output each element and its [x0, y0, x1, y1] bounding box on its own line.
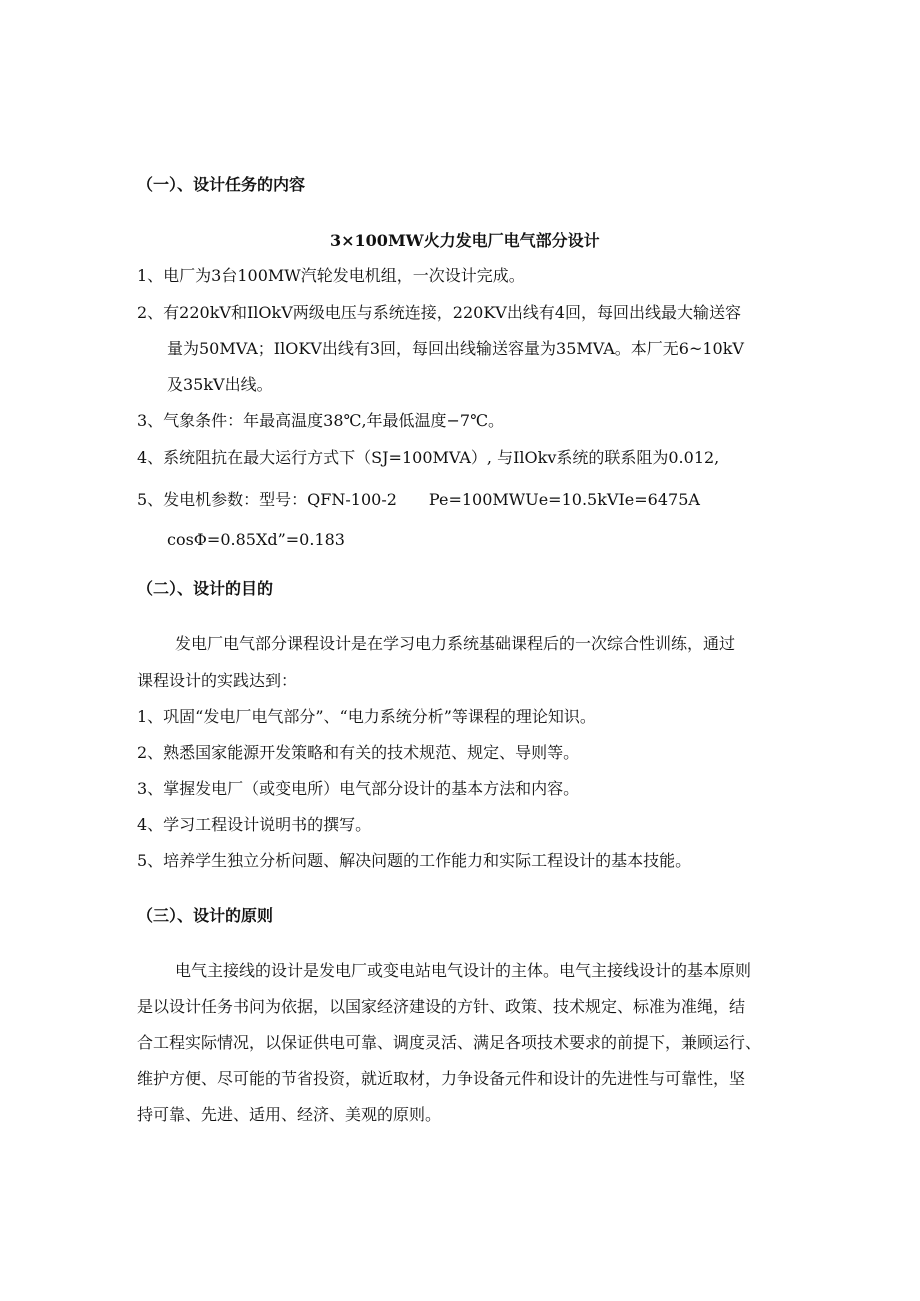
paragraph-line: 持可靠、先进、适用、经济、美观的原则。 [137, 1105, 442, 1124]
list-item: 5、培养学生独立分析问题、解决问题的工作能力和实际工程设计的基本技能。 [137, 851, 692, 870]
list-item: 5、发电机参数：型号：QFN-100-2 Pe=100MWUe=10.5kVIe=6475A [137, 490, 700, 509]
paragraph-line: 是以设计任务书问为依据，以国家经济建设的方针、政策、技术规定、标准为准绳，结 [137, 997, 746, 1016]
list-item: 1、电厂为3台100MW汽轮发电机组，一次设计完成。 [137, 266, 525, 285]
list-item-continuation: cosΦ=0.85Xd”=0.183 [167, 530, 345, 549]
document-title: 3×100MW火力发电厂电气部分设计 [330, 231, 600, 250]
list-item-continuation: 及35kV出线。 [167, 375, 273, 394]
list-item: 3、掌握发电厂（或变电所）电气部分设计的基本方法和内容。 [137, 779, 580, 798]
list-item: 1、巩固“发电厂电气部分”、“电力系统分析”等课程的理论知识。 [137, 707, 596, 726]
section1-heading: （一）、设计任务的内容 [137, 175, 306, 194]
list-item: 3、气象条件：年最高温度38℃,年最低温度−7℃。 [137, 411, 505, 430]
paragraph-line: 课程设计的实践达到： [137, 671, 298, 690]
list-item: 2、熟悉国家能源开发策略和有关的技术规范、规定、导则等。 [137, 743, 580, 762]
list-item: 4、系统阻抗在最大运行方式下（SJ=100MVA）, 与IlOkv系统的联系阻为0.012, [137, 448, 720, 467]
list-item-continuation: 量为50MVA；IlOKV出线有3回，每回出线输送容量为35MVA。本厂无6~10kV [167, 339, 744, 358]
section3-heading: （三）、设计的原则 [137, 906, 274, 925]
section2-heading: （二）、设计的目的 [137, 579, 274, 598]
list-item: 4、学习工程设计说明书的撰写。 [137, 815, 372, 834]
paragraph-line: 维护方便、尽可能的节省投资，就近取材，力争设备元件和设计的先进性与可靠性，坚 [137, 1069, 746, 1088]
paragraph-line: 电气主接线的设计是发电厂或变电站电气设计的主体。电气主接线设计的基本原则 [175, 961, 752, 980]
paragraph-line: 发电厂电气部分课程设计是在学习电力系统基础课程后的一次综合性训练，通过 [175, 634, 736, 653]
paragraph-line: 合工程实际情况，以保证供电可靠、调度灵活、满足各项技术要求的前提下，兼顾运行、 [137, 1033, 762, 1052]
list-item: 2、有220kV和IlOkV两级电压与系统连接，220KV出线有4回，每回出线最大输送容 [137, 303, 742, 322]
